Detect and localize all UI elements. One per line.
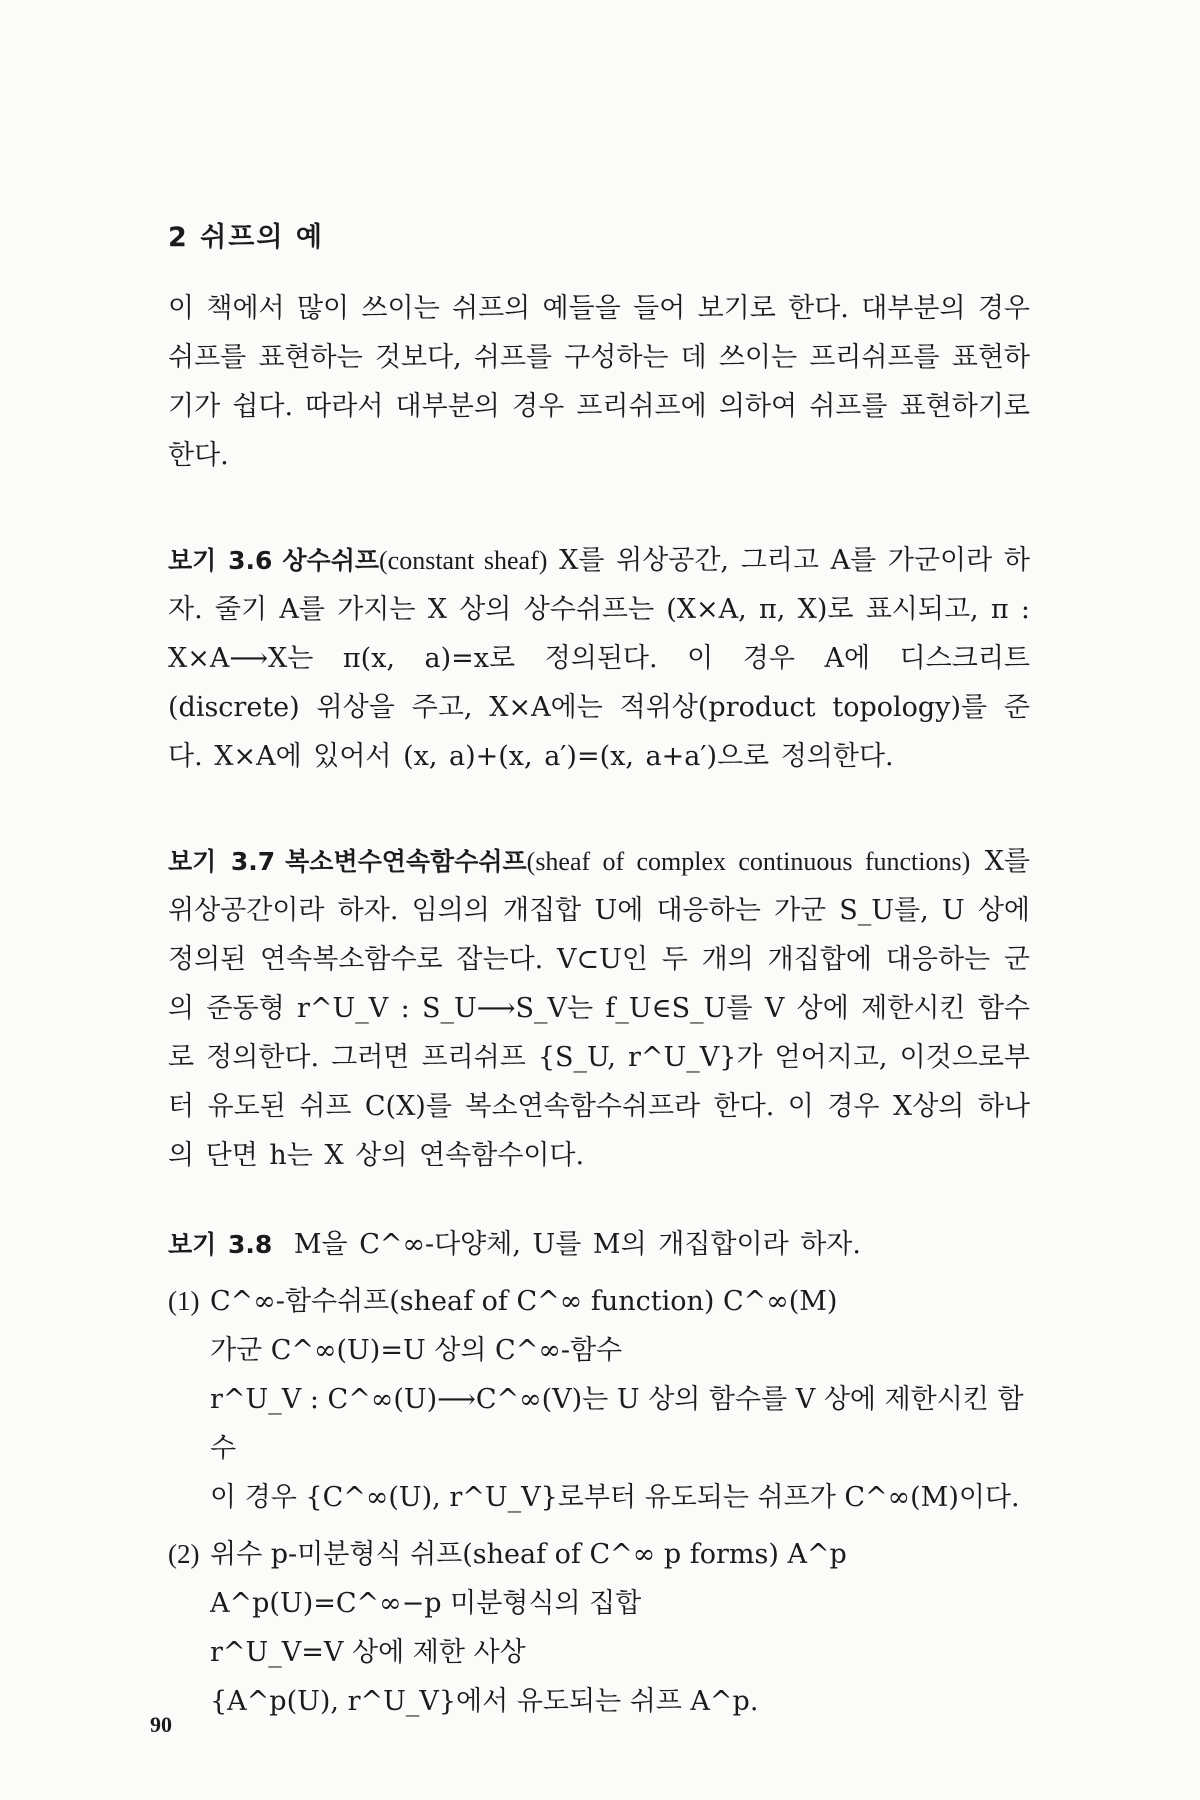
item-number: (2)	[168, 1539, 200, 1569]
item-line: r^U_V : C^∞(U)⟶C^∞(V)는 U 상의 함수를 V 상에 제한시킨 함수	[210, 1384, 1024, 1464]
example-title-english: (constant sheaf)	[379, 546, 548, 575]
example-3-6	[168, 536, 1030, 781]
example-title: 복소변수연속함수쉬프	[285, 847, 527, 876]
example-body: X를 위상공간이라 하자. 임의의 개집합 U에 대응하는 가군 S_U를, U 상에 정의된 연속복소함수로 잡는다. V⊂U인 두 개의 개집합에 대응하는 군의 준동형 r^U_V : S_U⟶S_V는 f_U∈S_U를 V 상에 제한시킨 함수로 정의한다. 그러면 프리쉬프 {S_U, r^U_V}가 얻어지고, 이것으로부터 유도된 쉬프 C(X)를 복소연속함수쉬프라 한다. 이 경우 X상의 하나의 단면 h는 X 상의 연속함수이다.	[168, 846, 1030, 1171]
list-item	[168, 1277, 1030, 1522]
example-3-8	[168, 1220, 1030, 1726]
example-intro	[168, 1220, 1030, 1269]
item-line: {A^p(U), r^U_V}에서 유도되는 쉬프 A^p.	[210, 1686, 759, 1717]
example-title-english: (sheaf of complex continuous functions)	[526, 847, 971, 876]
item-line: r^U_V=V 상에 제한 사상	[210, 1637, 526, 1668]
item-line: 이 경우 {C^∞(U), r^U_V}로부터 유도되는 쉬프가 C^∞(M)이다.	[210, 1482, 1020, 1513]
list-item	[168, 1530, 1030, 1726]
example-label: 보기 3.6	[168, 546, 273, 575]
item-line: 가군 C^∞(U)=U 상의 C^∞-함수	[210, 1335, 623, 1366]
example-3-7	[168, 837, 1030, 1180]
example-body: M을 C^∞-다양체, U를 M의 개집합이라 하자.	[293, 1229, 861, 1260]
example-body: X를 위상공간, 그리고 A를 가군이라 하자. 줄기 A를 가지는 X 상의 상수쉬프는 (X×A, π, X)로 표시되고, π : X×A⟶X는 π(x, a)=x로 정의된다. 이 경우 A에 디스크리트(discrete) 위상을 주고, X×A에는 적위상(product topology)를 준다. X×A에 있어서 (x, a)+(x, a′)=(x, a+a′)으로 정의한다.	[168, 545, 1030, 772]
example-label: 보기 3.8	[168, 1230, 273, 1259]
example-title: 상수쉬프	[282, 546, 379, 575]
section-title: 2 쉬프의 예	[168, 222, 324, 253]
page-number: 90	[150, 1712, 172, 1737]
example-label: 보기 3.7	[168, 847, 276, 876]
item-number: (1)	[168, 1286, 200, 1316]
item-heading: 위수 p-미분형식 쉬프(sheaf of C^∞ p forms) A^p	[210, 1539, 847, 1570]
item-heading: C^∞-함수쉬프(sheaf of C^∞ function) C^∞(M)	[210, 1286, 838, 1317]
item-line: A^p(U)=C^∞−p 미분형식의 집합	[210, 1588, 642, 1619]
page-content	[168, 215, 1030, 1726]
intro-paragraph: 이 책에서 많이 쓰이는 쉬프의 예들을 들어 보기로 한다. 대부분의 경우 쉬프를 표현하는 것보다, 쉬프를 구성하는 데 쓰이는 프리쉬프를 표현하기가 쉽다. 따라서 대부분의 경우 프리쉬프에 의하여 쉬프를 표현하기로 한다.	[168, 293, 1030, 471]
